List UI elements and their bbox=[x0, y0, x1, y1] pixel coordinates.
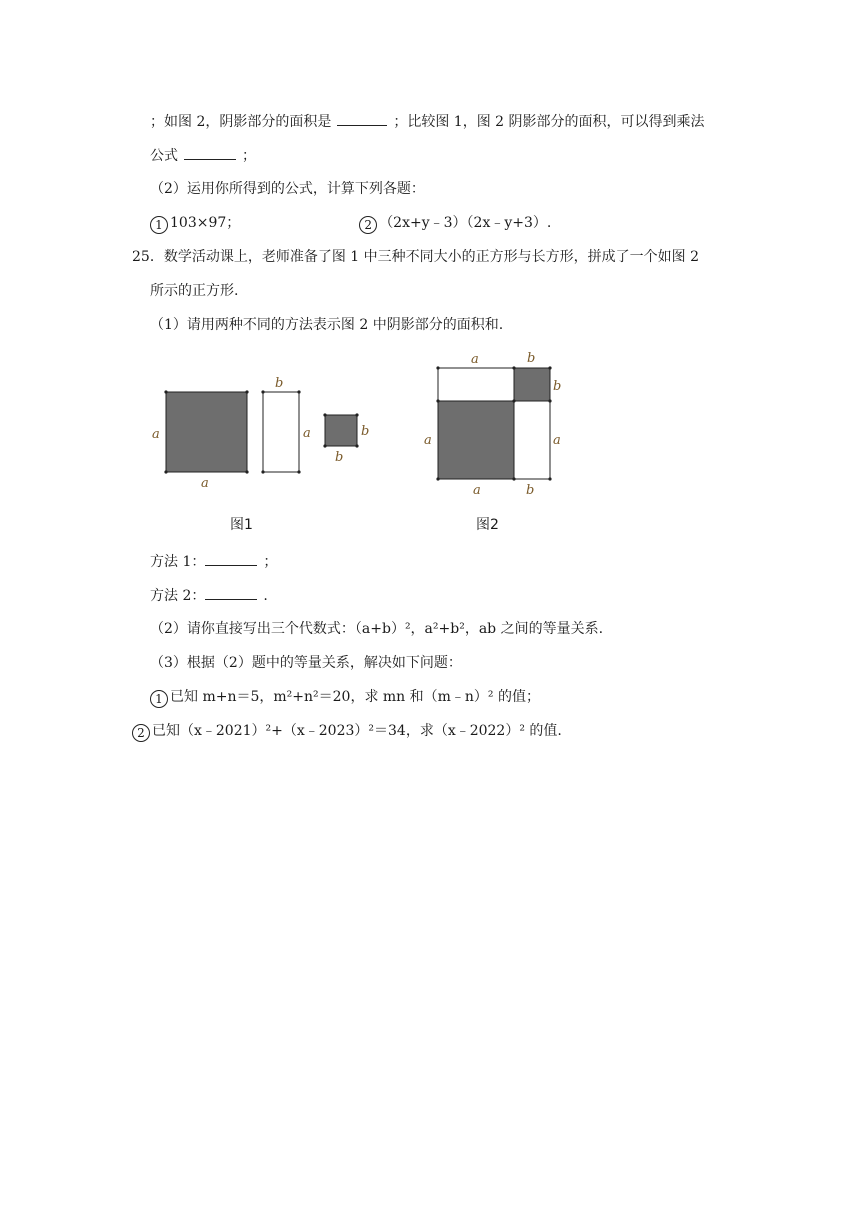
small-square bbox=[514, 368, 550, 401]
method-2-blank[interactable] bbox=[205, 585, 257, 600]
subquestion-3-prompt: （3）根据（2）题中的等量关系，解决如下问题： bbox=[150, 655, 462, 671]
label-b-right: b bbox=[361, 424, 370, 439]
label-b-bottom: b bbox=[526, 483, 535, 498]
figure-1 bbox=[140, 370, 400, 500]
method-1-line bbox=[150, 551, 277, 572]
label-a-right: a bbox=[553, 433, 561, 448]
question-25-stem-cont: 所示的正方形. bbox=[150, 283, 239, 299]
label-a-left: a bbox=[424, 433, 432, 448]
text-line-2 bbox=[150, 145, 256, 166]
label-b-small: b bbox=[335, 450, 344, 465]
method-2-line bbox=[150, 585, 268, 606]
right-rectangle bbox=[514, 401, 550, 479]
method-1-label: 方法 1： bbox=[150, 554, 206, 570]
method-2-label: 方法 2： bbox=[150, 588, 206, 604]
label-a-bottom: a bbox=[201, 476, 209, 491]
circled-number-2: 2 bbox=[359, 216, 377, 234]
item-2-text: 已知（x﹣2021）²+（x﹣2023）²＝34，求（x﹣2022）² 的值. bbox=[152, 723, 562, 739]
label-a-rect: a bbox=[303, 426, 311, 441]
method-1-end: ； bbox=[263, 554, 278, 570]
figure-2-caption: 图2 bbox=[476, 517, 499, 533]
small-square-b bbox=[325, 415, 357, 446]
line1-part-a: ；如图 2，阴影部分的面积是 bbox=[150, 114, 332, 130]
subquestion-3-item-2 bbox=[132, 721, 562, 742]
circled-number-1: 1 bbox=[150, 216, 168, 234]
top-rectangle bbox=[438, 368, 514, 401]
question-25-stem: 25．数学活动课上，老师准备了图 1 中三种不同大小的正方形与长方形，拼成了一个如图 2 bbox=[132, 249, 699, 265]
large-square bbox=[438, 401, 514, 479]
answer-blank[interactable] bbox=[184, 145, 236, 160]
item-1-text: 已知 m+n＝5，m²+n²＝20，求 mn 和（m﹣n）² 的值； bbox=[170, 689, 540, 705]
item-1-text: 103×97； bbox=[170, 215, 241, 231]
method-1-blank[interactable] bbox=[205, 551, 257, 566]
circled-number-2: 2 bbox=[132, 724, 150, 742]
line2-part-a: 公式 bbox=[150, 148, 178, 164]
label-a-left: a bbox=[152, 427, 160, 442]
answer-blank[interactable] bbox=[337, 111, 387, 126]
circled-number-1: 1 bbox=[150, 690, 168, 708]
label-b-right: b bbox=[553, 379, 562, 394]
label-b-top: b bbox=[527, 351, 536, 366]
figure-1-caption: 图1 bbox=[230, 517, 253, 533]
large-square-a bbox=[166, 392, 247, 472]
method-2-end: . bbox=[263, 588, 268, 604]
subquestion-1-prompt: （1）请用两种不同的方法表示图 2 中阴影部分的面积和. bbox=[150, 317, 504, 333]
line2-part-b: ； bbox=[242, 148, 256, 164]
rectangle-ab bbox=[263, 392, 299, 472]
line1-part-b: ；比较图 1，图 2 阴影部分的面积，可以得到乘法 bbox=[393, 114, 705, 130]
subquestion-3-item-1 bbox=[150, 687, 540, 708]
subquestion-2-prompt: （2）运用你所得到的公式，计算下列各题： bbox=[150, 181, 425, 197]
label-b-top: b bbox=[275, 376, 284, 391]
label-a-top: a bbox=[471, 352, 479, 367]
text-line-1 bbox=[150, 111, 705, 132]
figure-2 bbox=[415, 348, 575, 498]
subquestion-2-relation: （2）请你直接写出三个代数式：（a+b）²，a²+b²，ab 之间的等量关系. bbox=[150, 621, 604, 637]
subquestion-2-items bbox=[150, 213, 551, 234]
item-2-text: （2x+y﹣3）（2x﹣y+3）. bbox=[379, 215, 552, 231]
label-a-bottom: a bbox=[473, 483, 481, 498]
